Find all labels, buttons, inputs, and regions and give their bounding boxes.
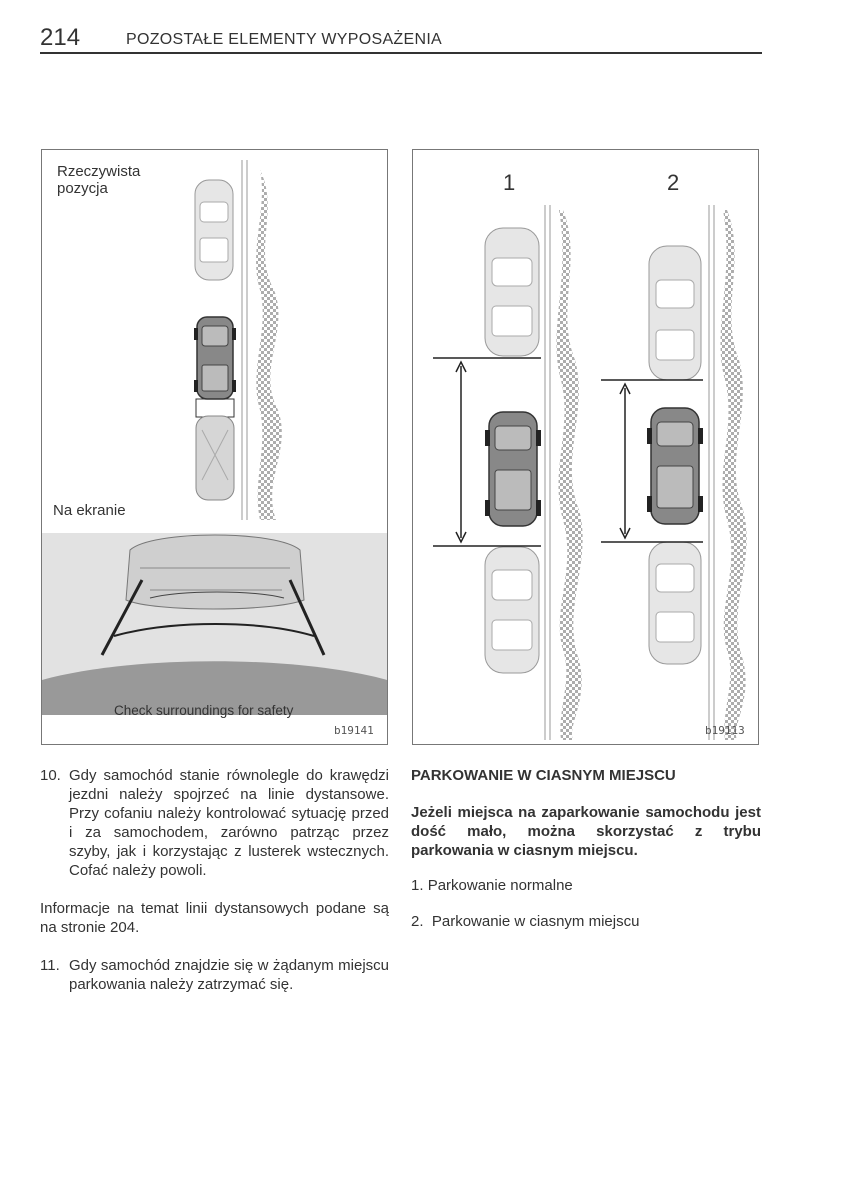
label-on-screen: Na ekranie (53, 502, 126, 519)
list-item: 11. Gdy samochód znajdzie się w żądanym miejscu parkowania należy zatrzymać się. (40, 957, 389, 993)
label-actual-position: Rzeczywista pozycja (57, 163, 141, 197)
curb-pattern (256, 170, 282, 520)
scenario-label-2: 2 (667, 170, 680, 195)
own-car (194, 317, 236, 399)
section-title: POZOSTAŁE ELEMENTY WYPOSAŻENIA (126, 31, 443, 48)
screen-car-rear (126, 535, 304, 609)
subsection-heading: PARKOWANIE W CIASNYM MIEJSCU (411, 767, 676, 784)
list-item: 1. Parkowanie normalne (411, 877, 573, 894)
parked-car-front (195, 180, 233, 280)
left-text-column (40, 766, 389, 1013)
figure-code: b19141 (334, 724, 374, 737)
right-text-column (411, 766, 761, 948)
guide-box (196, 399, 234, 417)
parked-car-rear (196, 416, 234, 500)
s2-car-rear (649, 542, 701, 664)
s2-own-car (647, 408, 703, 524)
parking-illustration-right (413, 150, 758, 744)
s1-own-car (485, 412, 541, 526)
list-item: 10. Gdy samochód stanie równolegle do krawędzi jezdni należy spojrzeć na linie dystansowe. Przy cofaniu należy kontrolować sytuację przed i za samochodem, zarówno patrząc przez szyby, jak i korzystając z lusterek wstecznych. Cofać należy powoli. (40, 767, 389, 879)
s1-car-rear (485, 547, 539, 673)
figure-tight-parking (412, 149, 759, 745)
scenario-label-1: 1 (503, 170, 516, 195)
paragraph-info: Informacje na temat linii dystansowych podane są na stronie 204. (40, 900, 389, 936)
intro-paragraph: Jeżeli miejsca na zaparkowanie samochodu jest dość mało, można skorzystać z trybu parkowania w ciasnym miejscu. (411, 804, 761, 859)
page-number: 214 (40, 24, 81, 51)
figure-actual-vs-screen (41, 149, 388, 745)
s2-car-front (649, 246, 701, 380)
curb-pattern (556, 210, 582, 740)
screen-message: Check surroundings for safety (114, 703, 294, 718)
s1-car-front (485, 228, 539, 356)
figure-code: b19113 (705, 724, 745, 737)
curb-pattern (720, 210, 746, 740)
page-header (40, 22, 762, 54)
list-item: 2. Parkowanie w ciasnym miejscu (411, 913, 640, 930)
parking-illustration-left (42, 150, 387, 744)
